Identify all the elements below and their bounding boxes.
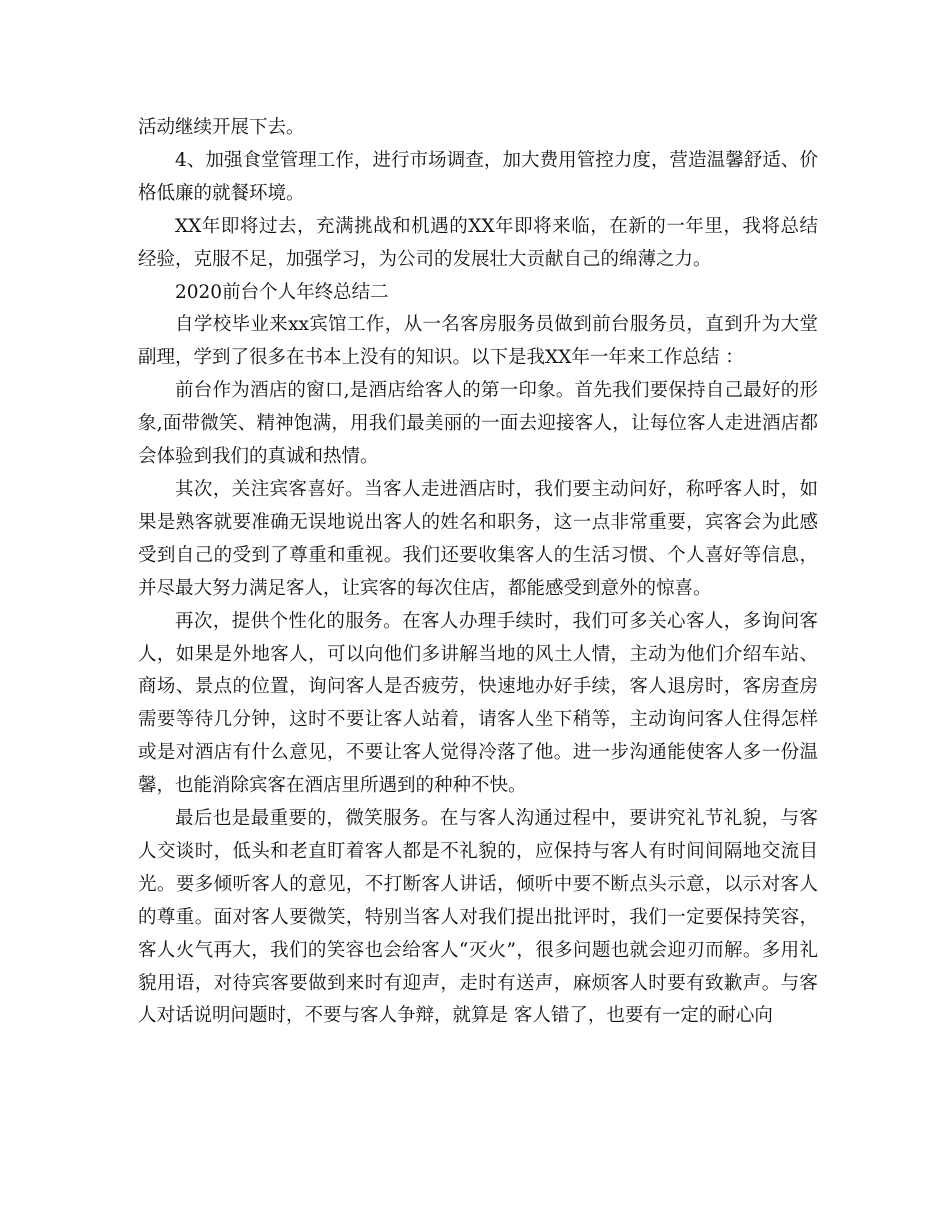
paragraph-smile-service: 最后也是最重要的，微笑服务。在与客人沟通过程中，要讲究礼节礼貌，与客人交谈时，低头和老直盯着客人都是不礼貌的，应保持与客人有时间间隔地交流目光。要多倾听客人的意见，不打断客人讲话，倾听中要不断点头示意，以示对客人的尊重。面对客人要微笑，特别当客人对我们提出批评时，我们一定要保持笑容，客人火气再大，我们的笑容也会给客人“灭火”，很多问题也就会迎刃而解。多用礼貌用语，对待宾客要做到来时有迎声，走时有送声，麻烦客人时要有致歉声。与客人对话说明问题时，不要与客人争辩，就算是 客人错了，也要有一定的耐心向 xyxy=(138,808,818,1027)
paragraph-first-impression: 前台作为酒店的窗口,是酒店给客人的第一印象。首先我们要保持自己最好的形象,面带微笑、精神饱满，用我们最美丽的一面去迎接客人，让每位客人走进酒店都会体验到我们的真诚和热情。 xyxy=(138,380,818,468)
paragraph-continuation: 活动继续开展下去。 xyxy=(138,117,305,138)
document-page xyxy=(138,112,818,1033)
paragraph-personalized-service: 再次，提供个性化的服务。在客人办理手续时，我们可多关心客人，多询问客人，如果是外地客人，可以向他们多讲解当地的风土人情，主动为他们介绍车站、商场、景点的位置，询问客人是否疲劳，快速地办好手续，客人退房时，客房查房需要等待几分钟，这时不要让客人站着，请客人坐下稍等，主动询问客人住得怎样或是对酒店有什么意见，不要让客人觉得冷落了他。进一步沟通能使客人多一份温馨，也能消除宾客在酒店里所遇到的种种不快。 xyxy=(138,610,818,797)
paragraph-year-closing: XX年即将过去，充满挑战和机遇的XX年即将来临，在新的一年里，我将总结经验，克服不足，加强学习，为公司的发展壮大贡献自己的绵薄之力。 xyxy=(138,215,818,270)
section-heading: 2020前台个人年终总结二 xyxy=(175,281,389,303)
paragraph-introduction: 自学校毕业来xx宾馆工作，从一名客房服务员做到前台服务员，直到升为大堂副理，学到了很多在书本上没有的知识。以下是我XX年一年来工作总结 ： xyxy=(138,314,818,369)
paragraph-guest-preferences: 其次，关注宾客喜好。当客人走进酒店时，我们要主动问好，称呼客人时，如果是熟客就要准确无误地说出客人的姓名和职务，这一点非常重要，宾客会为此感受到自己的受到了尊重和重视。我们还要收集客人的生活习惯、个人喜好等信息，并尽最大努力满足客人，让宾客的每次住店，都能感受到意外的惊喜。 xyxy=(138,478,818,599)
paragraph-canteen-management: 4、加强食堂管理工作，进行市场调查，加大费用管控力度，营造温馨舒适、价格低廉的就餐环境。 xyxy=(138,149,818,204)
